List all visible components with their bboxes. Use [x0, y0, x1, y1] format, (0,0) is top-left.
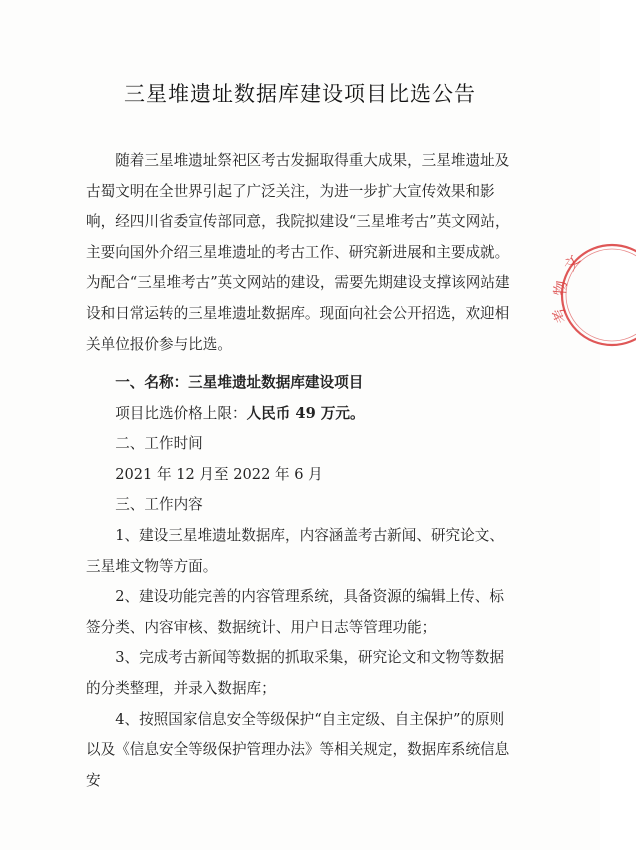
price-line — [86, 399, 512, 430]
red-seal-stamp — [548, 240, 636, 350]
price-value: 人民币 49 万元。 — [246, 404, 365, 422]
work-item-2: 2、建设功能完善的内容管理系统，具备资源的编辑上传、标签分类、内容审核、数据统计、用户日志等管理功能； — [86, 588, 504, 636]
svg-text:文: 文 — [560, 251, 584, 275]
intro-block — [86, 146, 512, 360]
work-item-1: 1、建设三星堆遗址数据库，内容涵盖考古新闻、研究论文、三星堆文物等方面。 — [86, 526, 504, 575]
work-period: 2021 年 12 月至 2022 年 6 月 — [115, 465, 323, 483]
section1-heading: 一、名称：三星堆遗址数据库建设项目 — [115, 374, 364, 391]
intro-paragraph: 随着三星堆遗址祭祀区考古发掘取得重大成果，三星堆遗址及古蜀文明在全世界引起了广泛关注，为进一步扩大宣传效果和影响，经四川省委宣传部同意，我院拟建设“三星堆考古”英文网站，主要向国外介绍三星堆遗址的考古工作、研究新进展和主要成就。为配合“三星堆考古”英文网站的建设，需要先期建设支撑该网站建设和日常运转的三星堆遗址数据库。现面向社会公开招选，欢迎相关单位报价参与比选。 — [86, 152, 510, 353]
work-item-4: 4、按照国家信息安全等级保护“自主定级、自主保护”的原则以及《信息安全等级保护管理办法》等相关规定，数据库系统信息安 — [86, 710, 510, 789]
stamp-ring — [562, 245, 636, 345]
section2-heading: 二、工作时间 — [115, 435, 203, 453]
svg-text:考: 考 — [548, 304, 572, 326]
work-item-3: 3、完成考古新闻等数据的抓取采集，研究论文和文物等数据的分类整理，并录入数据库； — [86, 649, 504, 697]
section3-heading: 三、工作内容 — [115, 496, 203, 514]
price-label: 项目比选价格上限： — [115, 404, 247, 422]
document-title: 三星堆遗址数据库建设项目比选公告 — [124, 82, 476, 106]
svg-text:物: 物 — [551, 279, 571, 297]
sections-block — [86, 368, 512, 796]
stamp-inner-ring — [566, 249, 636, 341]
